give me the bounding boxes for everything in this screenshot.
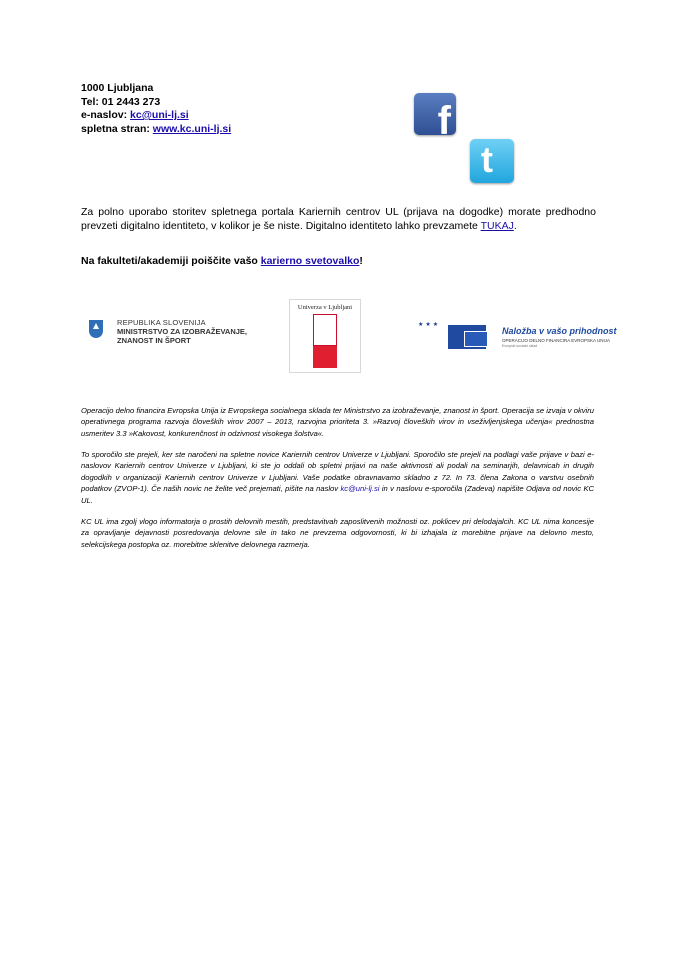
email-line — [81, 109, 231, 123]
tukaj-link[interactable]: TUKAJ — [480, 219, 514, 232]
website-link[interactable]: www.kc.uni-lj.si — [152, 122, 232, 135]
ministry-line-2: MINISTRSTVO ZA IZOBRAŽEVANJE, — [117, 327, 248, 336]
eu-stars-icon: ★★★ — [418, 322, 441, 328]
eu-title: Naložba v vašo prihodnost — [502, 326, 617, 336]
funding-notice: Operacijo delno financira Evropska Unija iz Evropskega socialnega sklada ter Ministrstvo za izobraževanje, znanost in šport. Operacija se izvaja v okviru operativnega programa razvoja človeških virov 2007 – 2013, razvojna prioriteta 3. »Razvoj človeških virov in vseživljenjskega učenja« prednostna usmeritev 3.3 »Kakovost, konkurenčnost in odzivnost visokega šolstva«. — [81, 406, 594, 438]
esf-flag-icon — [464, 331, 488, 347]
ministry-line-3: ZNANOST IN ŠPORT — [117, 336, 191, 345]
university-logo — [289, 299, 361, 373]
ministry-line-1: REPUBLIKA SLOVENIJA — [117, 318, 206, 327]
subscription-text: To sporočilo ste prejeli, ker ste naročeni na spletne novice Kariernih centrov Univerze v Ljubljani. Sporočilo ste prejeli na podlagi vaše prijave v bazi e-naslovov Kariernih centrov Univerze v Ljubljani, ki ste jo oddali ob spletni prijavi na naše aktivnosti ali podali na seminarjih, delavnicah in drugih dogodkih v organizaciji Kariernih centrov Univerze v Ljubljani. Vaše podatke obravnavamo skladno z 72. In 73. člena Zakona o varstvu osebnih podatkov (ZVOP-1). Če naših novic ne želite več prejemati, pišite na naslov — [81, 450, 594, 494]
university-emblem-icon — [313, 314, 337, 368]
email-label: e-naslov: — [81, 109, 131, 121]
eu-subtitle: OPERACIJO DELNO FINANCIRA EVROPSKA UNIJA — [502, 338, 611, 343]
telephone: Tel: 01 2443 273 — [81, 95, 161, 108]
university-title: Univerza v Ljubljani — [297, 304, 353, 311]
career-advisor-link[interactable]: karierno svetovalko — [260, 255, 360, 267]
address: 1000 Ljubljana — [81, 82, 154, 94]
facebook-icon[interactable]: f — [414, 93, 456, 135]
subscription-notice — [81, 449, 594, 506]
twitter-icon[interactable]: t — [470, 139, 514, 183]
website-label: spletna stran: — [81, 122, 153, 135]
unsubscribe-email-link[interactable]: kc@uni-lj.si — [340, 484, 380, 494]
intro-end: . — [513, 219, 517, 232]
ministry-logo — [89, 318, 259, 348]
intro-paragraph — [81, 206, 596, 233]
cta-paragraph — [81, 255, 596, 269]
website-line — [81, 123, 231, 137]
intro-text: Za polno uporabo storitev spletnega portala Kariernih centrov UL (prijava na dogodke) morate predhodno prevzeti digitalno identiteto, v kolikor je še niste. Digitalno identiteto lahko prevzamete — [81, 206, 596, 232]
eu-subtitle-2: Evropski socialni sklad — [502, 344, 538, 348]
contact-block — [81, 82, 231, 136]
subscription-text-end: in v naslovu e-sporočila (Zadeva) napišite Odjava od novic KC UL. — [81, 484, 594, 505]
eu-logo — [418, 321, 617, 355]
disclaimer: KC UL ima zgolj vlogo informatorja o prostih delovnih mestih, predstavitvah zaposlitvenih možnosti oz. poklicev pri delodajalcih. KC UL nima koncesije za opravljanje dejavnosti posredovanja delovne sile in tako ne prevzema odgovornosti, ki bi izhajala iz morebitne prijave na delovno mesto, selekcijskega postopka oz. morebitne sklenitve delovnega razmerja. — [81, 517, 594, 549]
slovenia-crest-icon — [89, 320, 103, 338]
cta-text: Na fakulteti/akademiji poiščite vašo — [81, 255, 261, 267]
email-link[interactable]: kc@uni-lj.si — [130, 109, 189, 121]
cta-end: ! — [359, 255, 363, 267]
